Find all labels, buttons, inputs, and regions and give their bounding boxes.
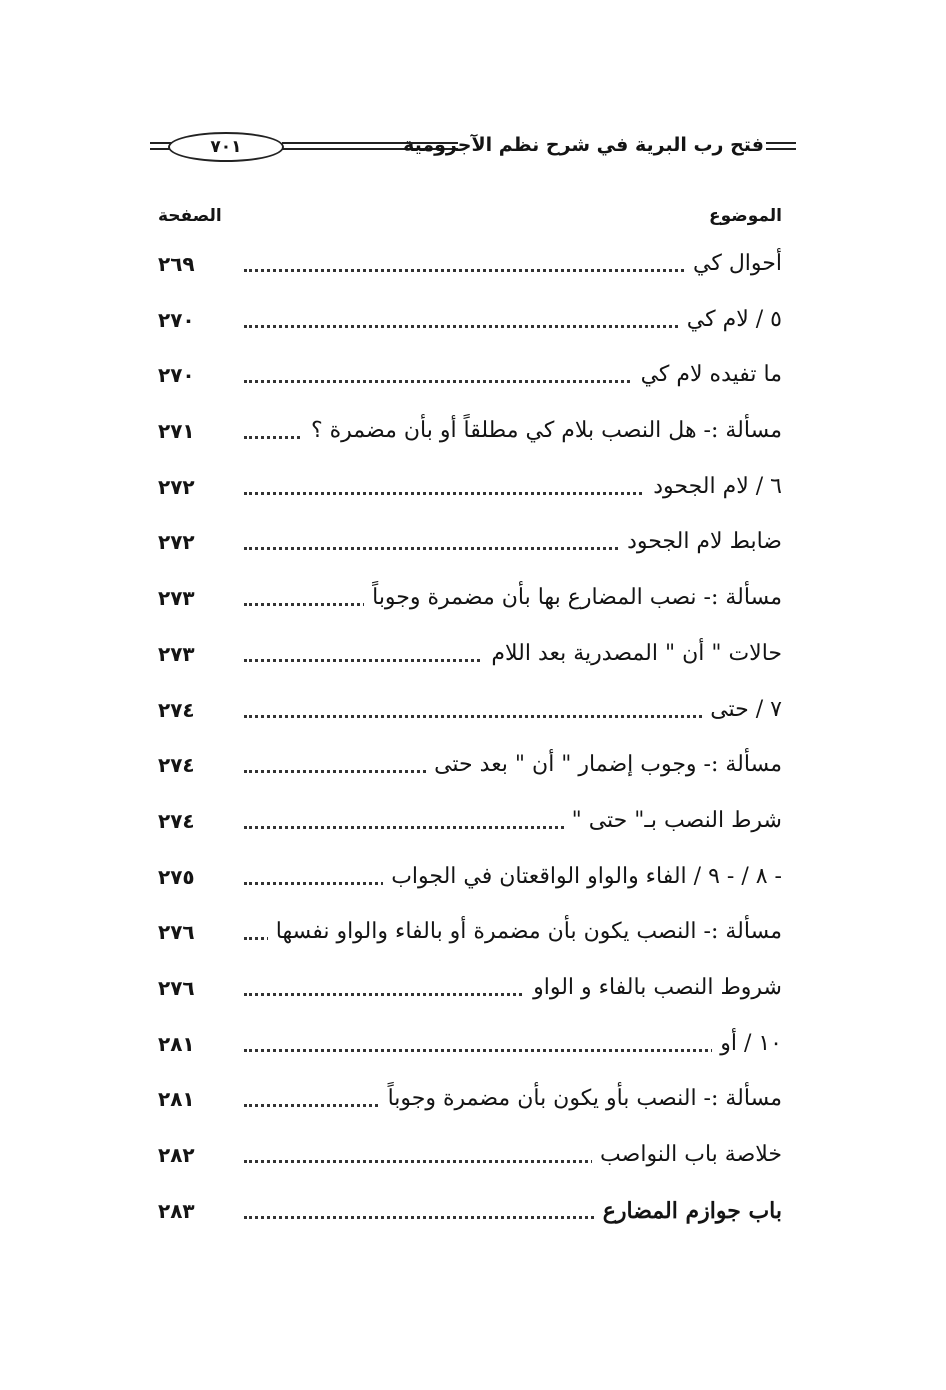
toc-entry-page: ٢٧٢: [158, 530, 195, 555]
toc-entry-page: ٢٧٢: [158, 474, 195, 499]
toc-entry-title: مسألة :- النصب يكون بأن مضمرة أو بالفاء والواو نفسها: [268, 914, 782, 950]
toc-entry-title: - ٨ / - ٩ / الفاء والواو الواقعتان في الجواب: [383, 859, 782, 895]
table-of-contents: [0, 236, 946, 1238]
toc-entry-title: أحوال كي: [685, 246, 782, 282]
toc-entry-page: ٢٨٣: [158, 1198, 195, 1223]
toc-entry: [0, 960, 946, 1016]
topic-column-heading: الموضوع: [709, 206, 782, 226]
toc-entry-title: ضابط لام الجحود: [619, 524, 782, 560]
toc-entry: [0, 236, 946, 292]
toc-entry-page: ٢٨١: [158, 1087, 195, 1112]
toc-entry-page: ٢٦٩: [158, 252, 195, 276]
toc-entry: [0, 793, 946, 849]
toc-entry-title: شروط النصب بالفاء و الواو: [525, 970, 782, 1006]
toc-chapter-title: باب جوازم المضارع: [595, 1193, 782, 1229]
toc-entry-page: ٢٧٣: [158, 586, 195, 611]
toc-entry-page: ٢٨٢: [158, 1143, 195, 1167]
toc-entry: [0, 849, 946, 905]
toc-entry: [0, 904, 946, 960]
toc-entry-page: ٢٧٦: [158, 975, 195, 1000]
toc-entry: [0, 737, 946, 793]
page-number: ٧٠١: [168, 132, 284, 162]
toc-entry: [0, 514, 946, 570]
toc-entry: [0, 347, 946, 403]
toc-entry: [0, 1016, 946, 1072]
header-right-rule: [766, 142, 796, 150]
toc-entry-title: ما تفيده لام كي: [633, 357, 782, 393]
toc-entry: [0, 292, 946, 348]
toc-entry-title: ١٠ / أو: [712, 1026, 782, 1062]
toc-entry: [0, 626, 946, 682]
toc-entry-page: ٢٧٤: [158, 808, 195, 833]
toc-entry-title: مسألة :- النصب بأو يكون بأن مضمرة وجوباً: [380, 1081, 782, 1117]
toc-entry-title: حالات " أن " المصدرية بعد اللام: [483, 636, 782, 672]
running-header: [150, 128, 796, 164]
toc-entry-title: خلاصة باب النواصب: [592, 1137, 782, 1173]
toc-entry: [0, 1183, 946, 1239]
toc-entry: [0, 570, 946, 626]
toc-entry: [0, 682, 946, 738]
toc-entry: [0, 1071, 946, 1127]
toc-entry-page: ٢٧٤: [158, 697, 195, 722]
toc-entry-page: ٢٧٤: [158, 753, 195, 778]
toc-entry-page: ٢٨١: [158, 1031, 195, 1056]
toc-entry-page: ٢٧١: [158, 419, 195, 444]
toc-entry: [0, 403, 946, 459]
page-column-heading: الصفحة: [158, 206, 222, 226]
toc-entry-page: ٢٧٣: [158, 641, 195, 666]
toc-entry-title: ٥ / لام كي: [679, 302, 782, 338]
toc-entry-page: ٢٧٠: [158, 307, 195, 332]
toc-entry-title: مسألة :- وجوب إضمار " أن " بعد حتى: [426, 747, 782, 783]
toc-entry-title: مسألة :- هل النصب بلام كي مطلقاً أو بأن مضمرة ؟: [303, 413, 782, 449]
toc-entry-page: ٢٧٦: [158, 920, 195, 945]
toc-entry: [0, 1127, 946, 1183]
dot-leader: [244, 715, 780, 718]
toc-entry-title: ٧ / حتى: [702, 692, 782, 728]
toc-entry-title: مسألة :- نصب المضارع بها بأن مضمرة وجوباً: [364, 580, 782, 616]
toc-entry: [0, 459, 946, 515]
dot-leader: [244, 1049, 780, 1052]
toc-entry-title: ٦ / لام الجحود: [645, 469, 782, 505]
book-title: فتح رب البرية في شرح نظم الآجرومية: [403, 134, 764, 156]
toc-entry-page: ٢٧٥: [158, 864, 195, 889]
toc-entry-title: شرط النصب بـ" حتى ": [564, 803, 782, 839]
toc-entry-page: ٢٧٠: [158, 363, 195, 388]
